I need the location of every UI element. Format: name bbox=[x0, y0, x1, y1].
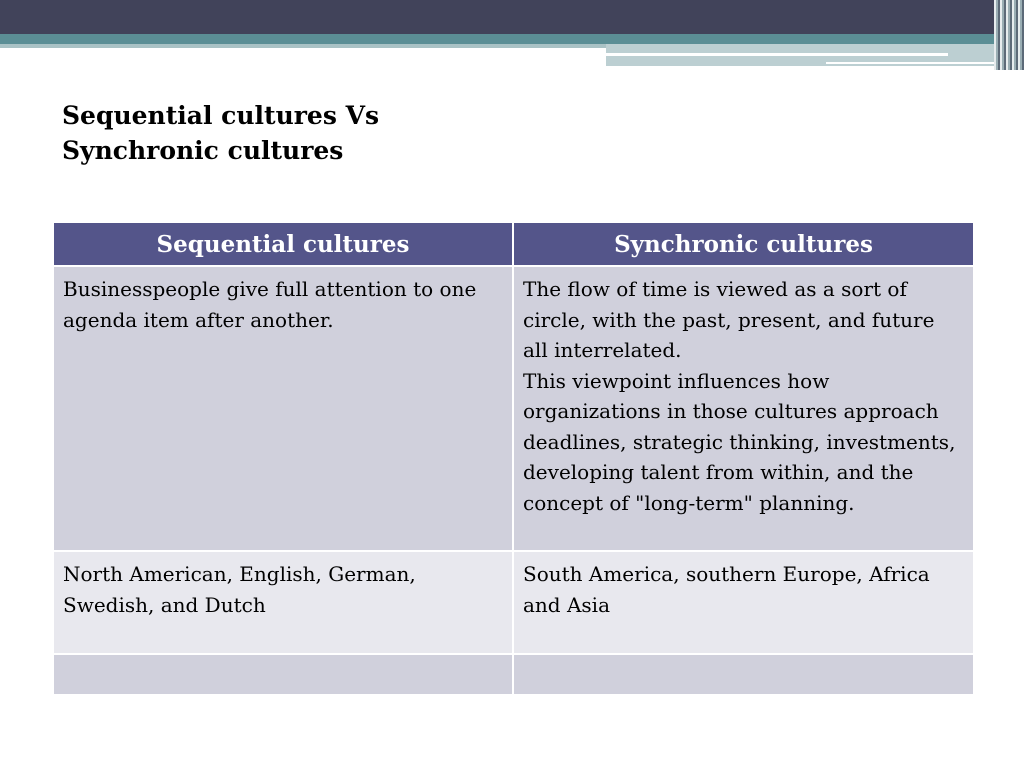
header-line bbox=[606, 53, 948, 56]
cell-sequential-countries: North American, English, German, Swedish, and Dutch bbox=[53, 551, 513, 654]
header-bar-teal bbox=[0, 34, 1024, 44]
header-bar-dark bbox=[0, 0, 1024, 34]
slide-title bbox=[62, 98, 662, 168]
header-sequential: Sequential cultures bbox=[53, 222, 513, 266]
comparison-table bbox=[52, 221, 975, 696]
header-bar-light bbox=[0, 44, 606, 48]
table-row bbox=[53, 551, 974, 654]
table-row-empty bbox=[53, 654, 974, 695]
header-line-short bbox=[826, 62, 1006, 64]
cell-empty-left bbox=[53, 654, 513, 695]
cell-sequential-description: Businesspeople give full attention to one agenda item after another. bbox=[53, 266, 513, 551]
header-synchronic: Synchronic cultures bbox=[513, 222, 974, 266]
header-stripes bbox=[994, 0, 1024, 70]
slide-title-line2: Synchronic cultures bbox=[62, 136, 344, 165]
slide-title-line1: Sequential cultures Vs bbox=[62, 101, 380, 130]
cell-empty-right bbox=[513, 654, 974, 695]
cell-synchronic-description: The flow of time is viewed as a sort of circle, with the past, present, and future all interrelated. This viewpoint influences how organizations in those cultures approach deadlines, strategic thinking, investments, developing talent from within, and the concept of "long-term" planning. bbox=[513, 266, 974, 551]
cell-synchronic-countries: South America, southern Europe, Africa and Asia bbox=[513, 551, 974, 654]
table-header-row bbox=[53, 222, 974, 266]
table-row bbox=[53, 266, 974, 551]
